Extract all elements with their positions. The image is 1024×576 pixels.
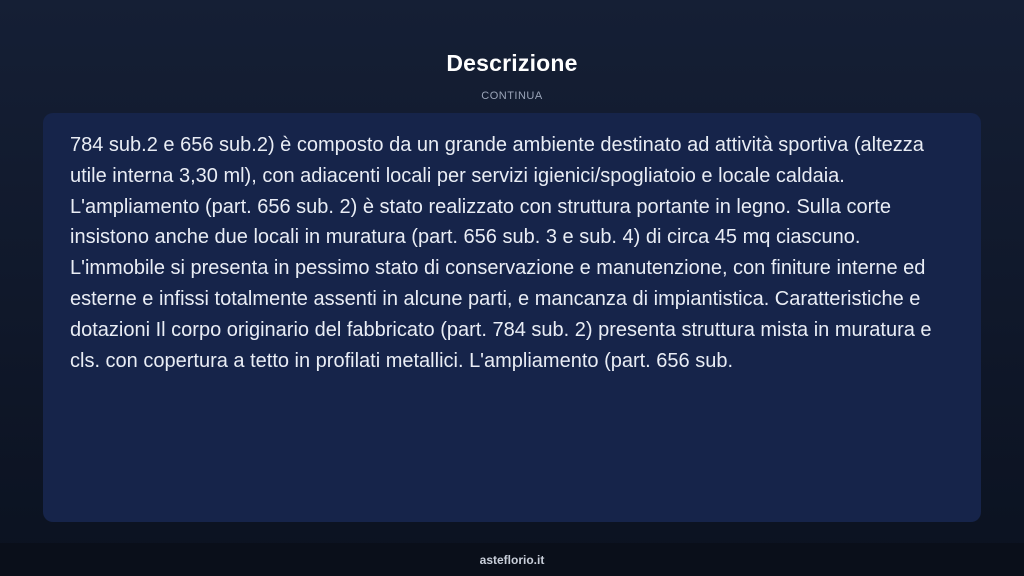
continua-label: CONTINUA [481, 90, 543, 102]
site-name: asteflorio.it [479, 553, 545, 567]
description-text: 784 sub.2 e 656 sub.2) è composto da un grande ambiente destinato ad attività sportiva (altezza utile interna 3,30 ml), con adiacenti locali per servizi igienici/spogliatoio e locale caldaia. L'ampliamento (part. 656 sub. 2) è stato realizzato con struttura portante in legno. Sulla corte insistono anche due locali in muratura (part. 656 sub. 3 e sub. 4) di circa 45 mq ciascuno. L'immobile si presenta in pessimo stato di conservazione e manutenzione, con finiture interne ed esterne e infissi totalmente assenti in alcune parti, e mancanza di impiantistica. Caratteristiche e dotazioni Il corpo originario del fabbricato (part. 784 sub. 2) presenta struttura mista in muratura e cls. con copertura a tetto in profilati metallici. L'ampliamento (part. 656 sub. [70, 134, 932, 372]
page-title: Descrizione [446, 50, 578, 76]
footer-bar [0, 543, 1024, 576]
description-card [43, 113, 981, 522]
